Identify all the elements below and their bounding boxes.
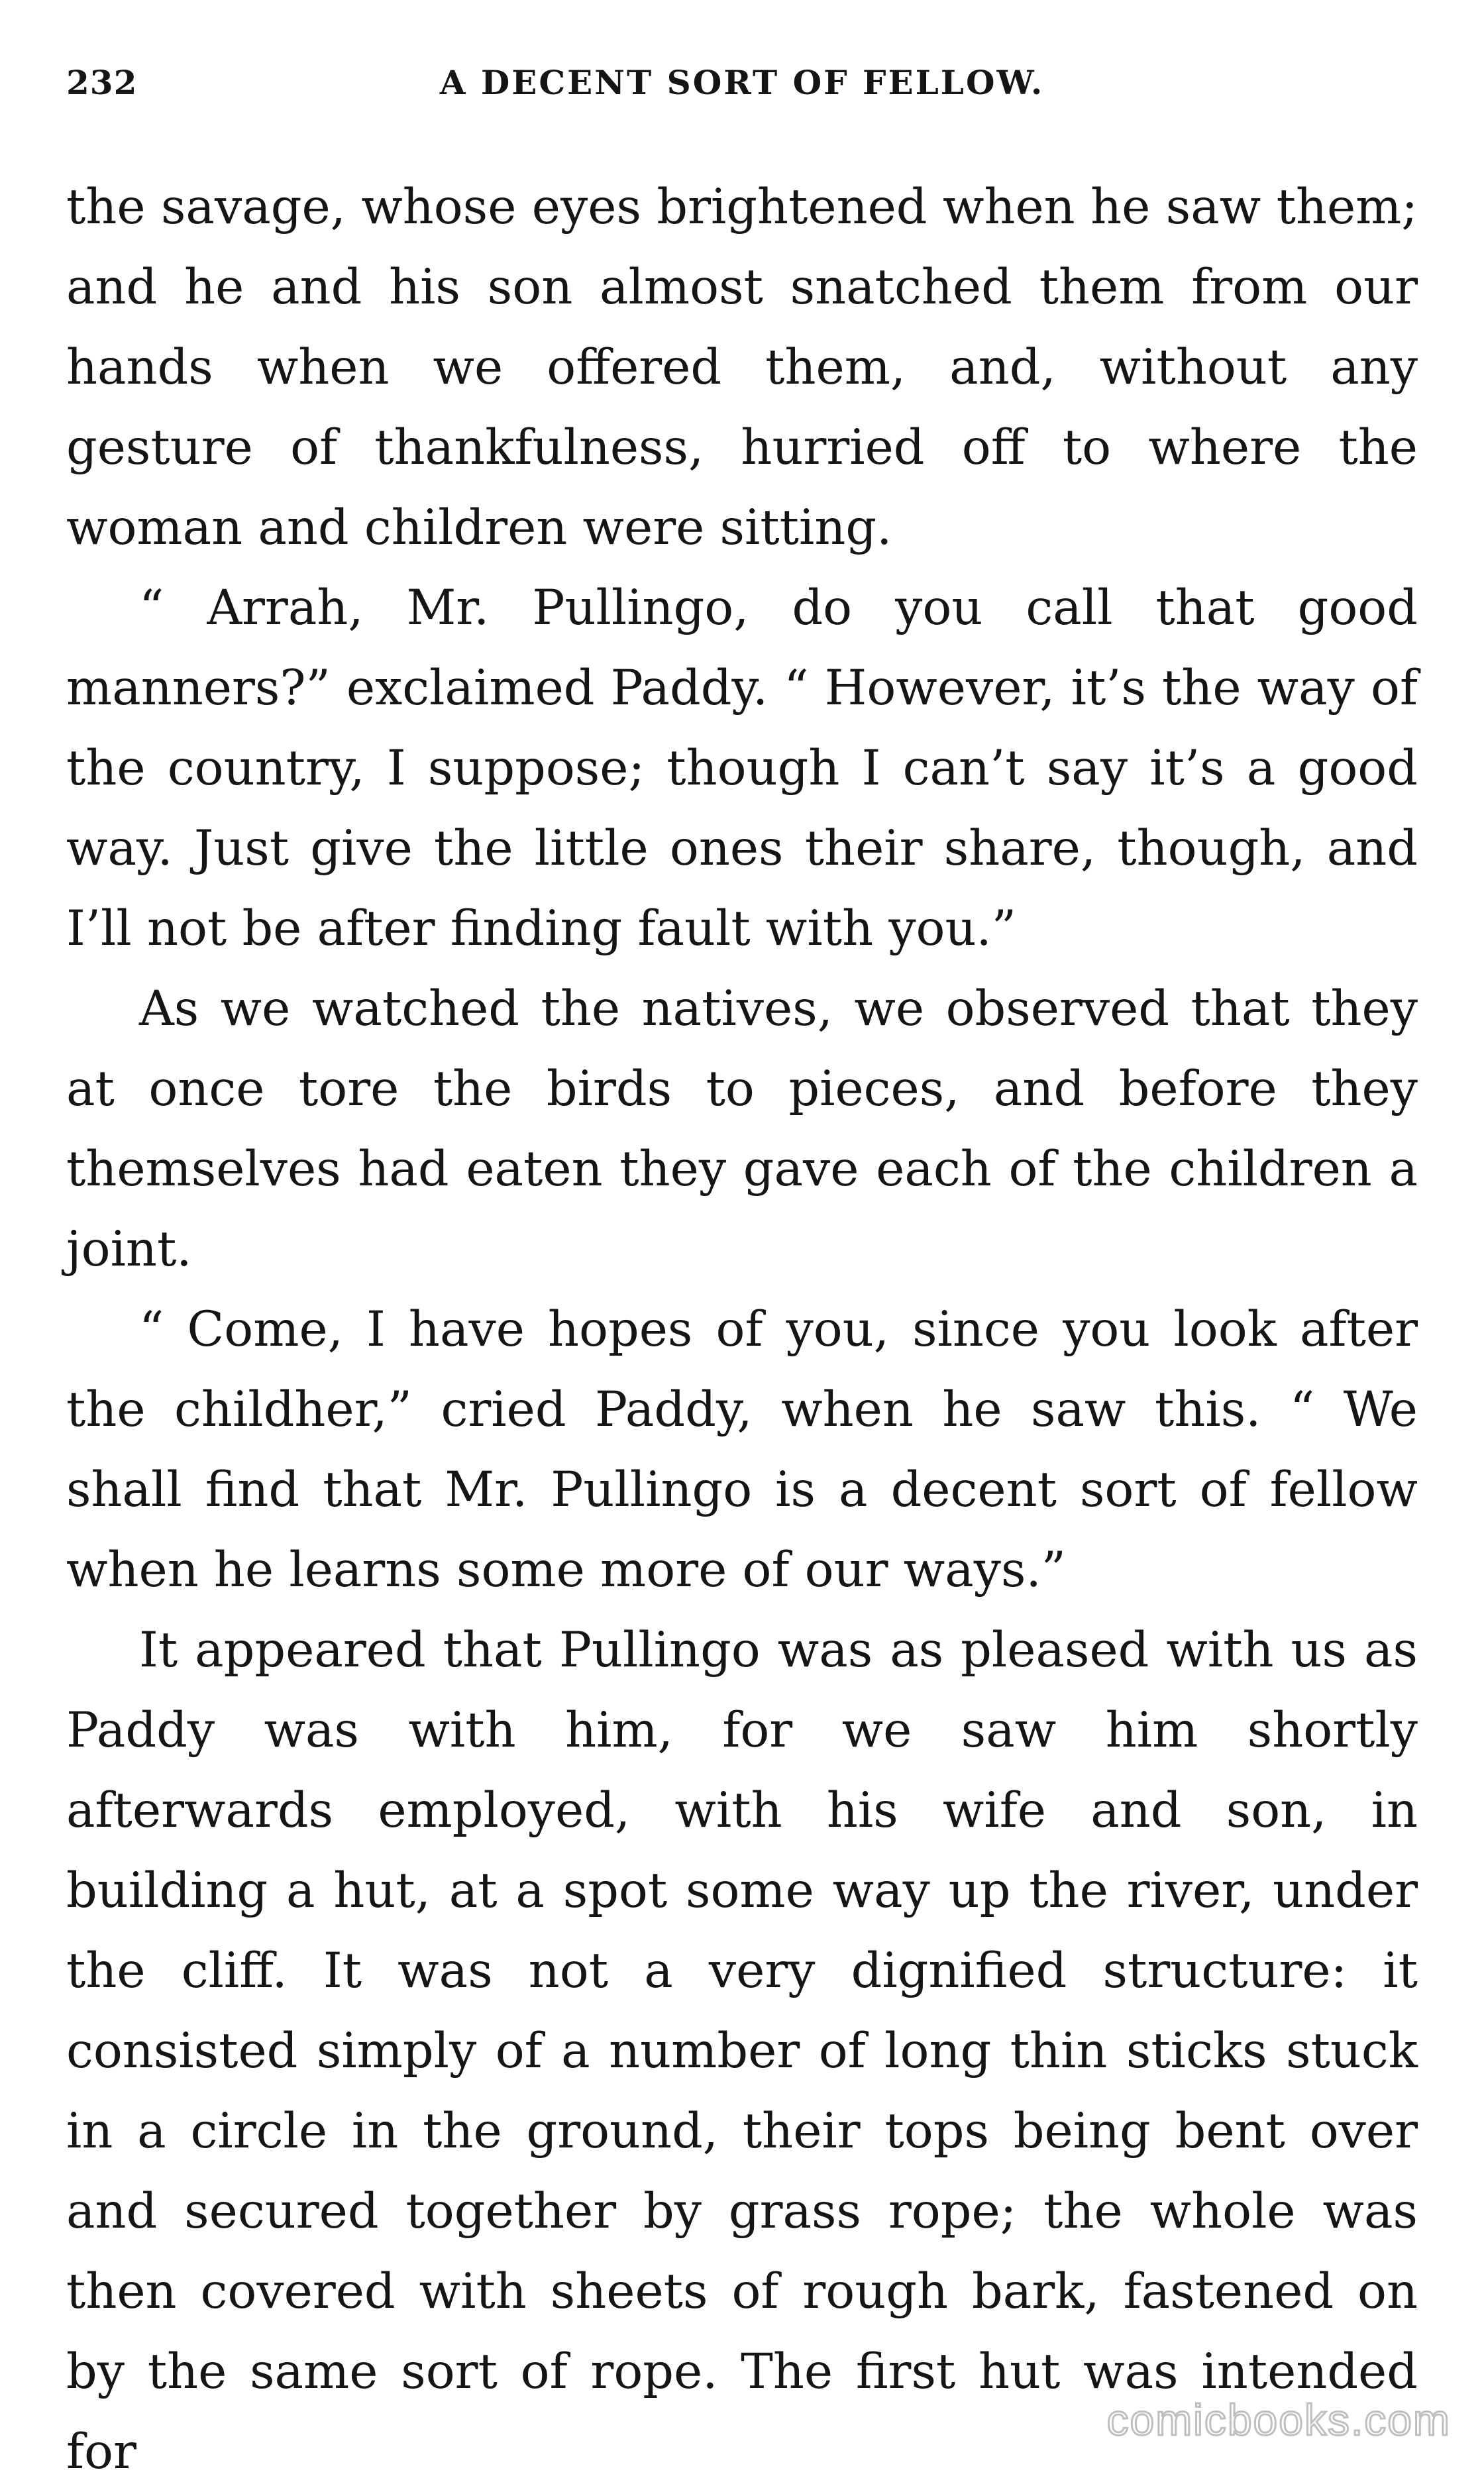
paragraph-1: the savage, whose eyes brightened when he saw them; and he and his son almost snatched them from our hands when we offered them, and, without any gesture of thankfulness, hurried off to where the woman and children were sitting. [66, 179, 1418, 556]
page-header [66, 63, 1418, 116]
watermark: comicbooks.com [1106, 2395, 1451, 2444]
paragraph-2: “ Arrah, Mr. Pullingo, do you call that good manners?” exclaimed Paddy. “ However, it’s the way of the country, I suppose; though I can’t say it’s a good way. Just give the little ones their share, though, and I’ll not be after finding fault with you.” [66, 580, 1418, 957]
page-number: 232 [66, 63, 138, 102]
running-head: A DECENT SORT OF FELLOW. [439, 63, 1045, 102]
paragraph-4: “ Come, I have hopes of you, since you look after the childher,” cried Paddy, when he saw this. “ We shall find that Mr. Pullingo is a decent sort of fellow when he learns some more of our ways.” [66, 1301, 1418, 1598]
body-text [66, 167, 1418, 2492]
paragraph-5: It appeared that Pullingo was as pleased with us as Paddy was with him, for we saw him shortly afterwards employed, with his wife and son, in building a hut, at a spot some way up the river, under the cliff. It was not a very dignified structure: it consisted simply of a number of long thin sticks stuck in a circle in the ground, their tops being bent over and secured together by grass rope; the whole was then covered with sheets of rough bark, fastened on by the same sort of rope. The first hut was intended for [66, 1622, 1418, 2480]
paragraph-3: As we watched the natives, we observed that they at once tore the birds to pieces, and before they themselves had eaten they gave each of the children a joint. [66, 981, 1418, 1277]
